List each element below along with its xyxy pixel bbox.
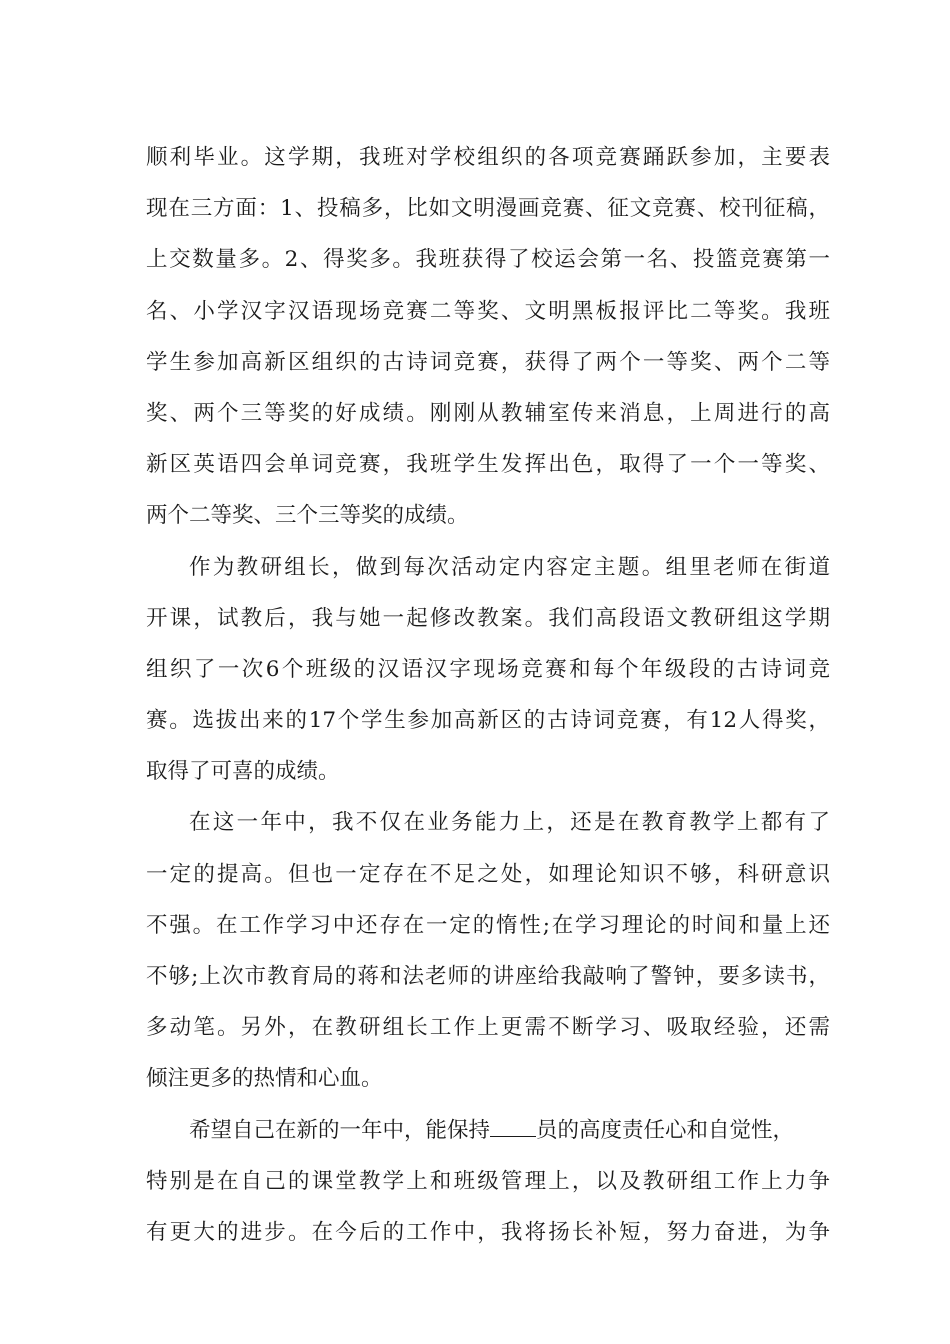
text-line: 不强。在工作学习中还存在一定的惰性;在学习理论的时间和量上还: [146, 912, 830, 938]
text-line: 不够;上次市教育局的蒋和法老师的讲座给我敲响了警钟，要多读书，: [146, 964, 830, 989]
fill-in-blank: [490, 1120, 536, 1137]
text-line: 新区英语四会单词竞赛，我班学生发挥出色，取得了一个一等奖、: [146, 452, 830, 478]
paragraph-first-line: 在这一年中，我不仅在业务能力上，还是在教育教学上都有了: [189, 810, 830, 836]
text-line: 倾注更多的热情和心血。: [146, 1066, 383, 1092]
text-line: 两个二等奖、三个三等奖的成绩。: [146, 503, 469, 529]
text-line: 学生参加高新区组织的古诗词竞赛，获得了两个一等奖、两个二等: [146, 349, 830, 375]
text-line: 组织了一次6个班级的汉语汉字现场竞赛和每个年级段的古诗词竞: [146, 656, 830, 682]
paragraph-first-line: [146, 1105, 830, 1156]
text-line: 赛。选拔出来的17个学生参加高新区的古诗词竞赛，有12人得奖，: [146, 708, 830, 734]
body-text: [146, 132, 830, 1258]
text-line: 特别是在自己的课堂教学上和班级管理上，以及教研组工作上力争: [146, 1168, 830, 1194]
text-line: 开课，试教后，我与她一起修改教案。我们高段语文教研组这学期: [146, 605, 830, 631]
text-line: 顺利毕业。这学期，我班对学校组织的各项竞赛踊跃参加，主要表: [146, 145, 830, 170]
text-line: 名、小学汉字汉语现场竞赛二等奖、文明黑板报评比二等奖。我班: [146, 298, 830, 324]
text-line: 奖、两个三等奖的好成绩。刚刚从教辅室传来消息，上周进行的高: [146, 400, 830, 426]
text-line: 上交数量多。2、得奖多。我班获得了校运会第一名、投篮竞赛第一: [146, 247, 830, 273]
paragraph-first-line: 作为教研组长，做到每次活动定内容定主题。组里老师在街道: [189, 554, 830, 580]
text-line: 多动笔。另外，在教研组长工作上更需不断学习、吸取经验，还需: [146, 1015, 830, 1041]
text-line: 有更大的进步。在今后的工作中，我将扬长补短，努力奋进，为争: [146, 1219, 830, 1245]
text-line: 一定的提高。但也一定存在不足之处，如理论知识不够，科研意识: [146, 861, 830, 887]
text-line: 现在三方面：1、投稿多，比如文明漫画竞赛、征文竞赛、校刊征稿，: [146, 196, 830, 222]
text-line: 取得了可喜的成绩。: [146, 759, 340, 785]
text-segment: 希望自己在新的一年中，能保持: [189, 1117, 491, 1143]
text-segment: 员的高度责任心和自觉性，: [536, 1117, 795, 1143]
